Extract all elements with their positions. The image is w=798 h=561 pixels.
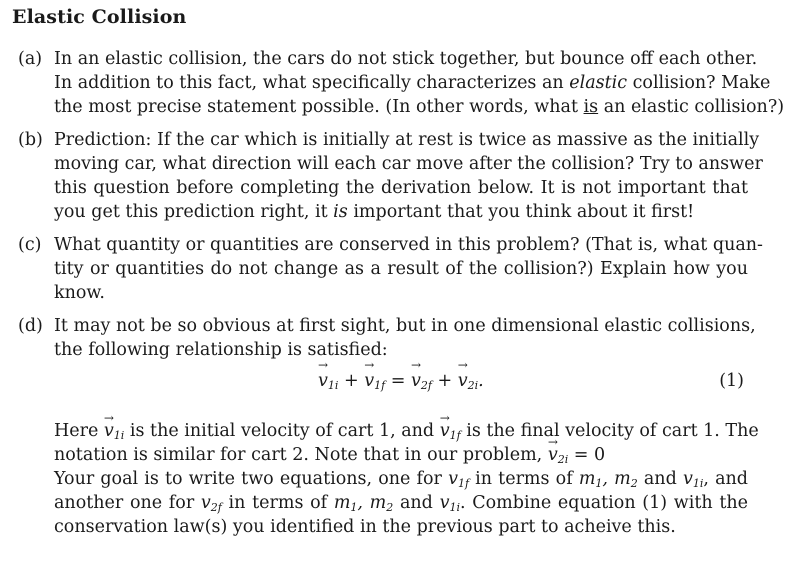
question-d-continued: [18, 419, 759, 539]
equation-expression: → $v_{1i}$ + → $v_{1f}$ = → $v_{2f}$ + → $v_{2i}$.: [318, 371, 484, 391]
question-b: [18, 128, 763, 224]
question-a: [18, 47, 785, 119]
question-label: (d): [18, 316, 43, 336]
text-line: conservation law(s) you identified in the previous part to acheive this.: [54, 517, 676, 537]
text-line: What quantity or quantities are conserved in this problem? (That is, what quan-: [54, 235, 763, 255]
text-line: you get this prediction right, it is important that you think about it first!: [54, 202, 695, 222]
question-label: (b): [18, 130, 43, 150]
text-line: notation is similar for cart 2. Note that in our problem, → $v_{2i} = 0$: [54, 443, 748, 467]
text-line: In an elastic collision, the cars do not stick together, but bounce off each other.: [54, 49, 758, 69]
text-line: another one for $v_{2f}$ in terms of $m_1$, $m_2$ and $v_{1i}$. Combine equation (1) with the: [54, 493, 748, 514]
text-line: It may not be so obvious at first sight, but in one dimensional elastic collisions,: [54, 316, 756, 336]
text-line: tity or quantities do not change as a result of the collision?) Explain how you: [54, 259, 748, 279]
equation-1: [18, 371, 748, 397]
question-c: [18, 233, 763, 305]
equation-number: (1): [719, 371, 744, 391]
text-line: this question before completing the derivation below. It is not important that: [54, 178, 748, 198]
question-label: (a): [18, 49, 43, 69]
text-line: Your goal is to write two equations, one for $v_{1f}$ in terms of $m_1$, $m_2$ and $v_{1i}$, and: [54, 469, 748, 490]
text-line: the following relationship is satisfied:: [54, 340, 388, 360]
question-d: [18, 314, 756, 362]
text-line: Here → $v_{1i}$ is the initial velocity of cart 1, and → $v_{1f}$ is the final velocity of cart 1. The: [54, 419, 748, 443]
text-line: Prediction: If the car which is initially at rest is twice as massive as the initially: [54, 130, 760, 150]
text-line: moving car, what direction will each car move after the collision? Try to answer: [54, 154, 763, 174]
question-label: (c): [18, 235, 42, 255]
text-line: In addition to this fact, what specifically characterizes an elastic collision? Make: [54, 73, 771, 93]
text-line: know.: [54, 283, 105, 303]
page-title: Elastic Collision: [12, 6, 187, 28]
text-line: the most precise statement possible. (In other words, what is an elastic collision?): [54, 97, 785, 117]
